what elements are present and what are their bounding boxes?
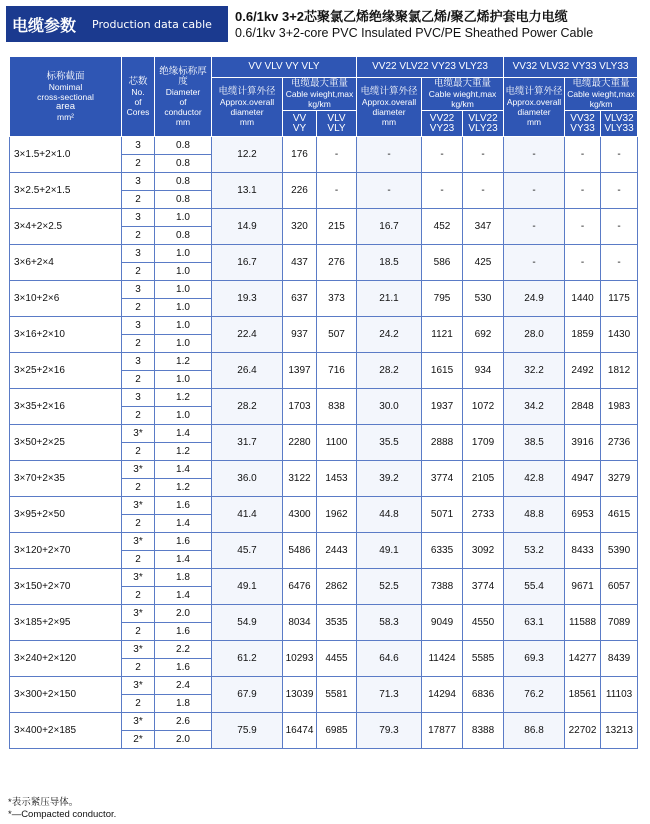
table-row: [10, 641, 638, 659]
col-header-cores: 芯数 No. of Cores: [122, 57, 155, 137]
col-header-weight: 电缆最大重量 Cable wieght,max kg/km: [565, 78, 638, 111]
cell-w2a: 795: [422, 281, 463, 317]
cell-w1a: 1703: [283, 389, 317, 425]
cell-section: 3×6+2×4: [10, 245, 122, 281]
cell-d1: 13.1: [212, 173, 283, 209]
cell-d3: 48.8: [504, 497, 565, 533]
cell-w2b: 2733: [463, 497, 504, 533]
cell-w3a: 1440: [565, 281, 601, 317]
col-header-diameter: 电缆计算外径 Approx.overall diameter mm: [504, 78, 565, 137]
cell-d2: 30.0: [357, 389, 422, 425]
cell-w2b: 1709: [463, 425, 504, 461]
cell-w2b: 6836: [463, 677, 504, 713]
cell-w2b: -: [463, 137, 504, 173]
cell-w2b: 2105: [463, 461, 504, 497]
cell-section: 3×300+2×150: [10, 677, 122, 713]
cell-w2a: 14294: [422, 677, 463, 713]
cell-cores: 3: [122, 209, 155, 227]
group-header-vv22: VV22 VLV22 VY23 VLY23: [357, 57, 504, 78]
cell-w1a: 937: [283, 317, 317, 353]
cell-w3a: 22702: [565, 713, 601, 749]
cell-thickness: 2.0: [155, 731, 212, 749]
cell-cores: 3: [122, 281, 155, 299]
cell-d1: 16.7: [212, 245, 283, 281]
cell-d1: 28.2: [212, 389, 283, 425]
cell-cores: 2: [122, 443, 155, 461]
cell-w1b: 6985: [317, 713, 357, 749]
cell-d3: 32.2: [504, 353, 565, 389]
cell-w3a: -: [565, 137, 601, 173]
cell-cores: 3*: [122, 461, 155, 479]
cell-d3: 24.9: [504, 281, 565, 317]
cell-w1a: 10293: [283, 641, 317, 677]
cell-d2: 71.3: [357, 677, 422, 713]
cell-cores: 3*: [122, 425, 155, 443]
cell-d1: 54.9: [212, 605, 283, 641]
cell-section: 3×50+2×25: [10, 425, 122, 461]
cell-thickness: 1.6: [155, 497, 212, 515]
table-row: [10, 173, 638, 191]
cell-w2b: 3774: [463, 569, 504, 605]
cell-thickness: 1.4: [155, 425, 212, 443]
cell-w2b: 5585: [463, 641, 504, 677]
cell-thickness: 0.8: [155, 137, 212, 155]
cell-d2: 28.2: [357, 353, 422, 389]
cell-d3: 28.0: [504, 317, 565, 353]
cell-d1: 41.4: [212, 497, 283, 533]
cell-d2: 52.5: [357, 569, 422, 605]
col-header-vlv-vly: VLV VLY: [317, 111, 357, 137]
cell-thickness: 1.0: [155, 407, 212, 425]
cell-w3a: -: [565, 173, 601, 209]
cell-w2a: 2888: [422, 425, 463, 461]
cell-thickness: 1.0: [155, 263, 212, 281]
cell-w2b: 8388: [463, 713, 504, 749]
cell-thickness: 1.4: [155, 587, 212, 605]
cell-w2b: 530: [463, 281, 504, 317]
cell-cores: 2: [122, 191, 155, 209]
cell-thickness: 1.6: [155, 623, 212, 641]
col-header-diameter: 电缆计算外径 Approx.overall diameter mm: [357, 78, 422, 137]
cell-cores: 3*: [122, 713, 155, 731]
cell-w1a: 13039: [283, 677, 317, 713]
cell-d1: 36.0: [212, 461, 283, 497]
cell-d1: 67.9: [212, 677, 283, 713]
table-row: [10, 497, 638, 515]
cell-w3b: 5390: [601, 533, 638, 569]
cell-d3: 55.4: [504, 569, 565, 605]
cell-thickness: 1.8: [155, 695, 212, 713]
cell-thickness: 1.8: [155, 569, 212, 587]
cell-d2: 79.3: [357, 713, 422, 749]
cell-w1b: -: [317, 173, 357, 209]
cell-w3b: 1430: [601, 317, 638, 353]
cell-thickness: 1.2: [155, 353, 212, 371]
cell-cores: 2: [122, 407, 155, 425]
note-cn: *表示紧压导体。: [8, 797, 79, 808]
cell-w3a: 4947: [565, 461, 601, 497]
cell-w3b: 1812: [601, 353, 638, 389]
cell-cores: 2: [122, 299, 155, 317]
cell-section: 3×35+2×16: [10, 389, 122, 425]
group-header-vv: VV VLV VY VLY: [212, 57, 357, 78]
cell-d1: 45.7: [212, 533, 283, 569]
cell-cores: 2: [122, 227, 155, 245]
col-header-thickness: 绝缘标称厚度 Diameter of conductor mm: [155, 57, 212, 137]
cell-d3: 38.5: [504, 425, 565, 461]
cell-thickness: 0.8: [155, 173, 212, 191]
table-row: [10, 677, 638, 695]
cell-w1b: 838: [317, 389, 357, 425]
cell-w2a: 3774: [422, 461, 463, 497]
badge-title-en: Production data cable: [92, 17, 212, 31]
cell-section: 3×240+2×120: [10, 641, 122, 677]
cell-w2a: 11424: [422, 641, 463, 677]
cell-d3: 63.1: [504, 605, 565, 641]
title-cn: 0.6/1kv 3+2芯聚氯乙烯绝缘聚氯乙烯/聚乙烯护套电力电缆: [235, 9, 568, 24]
cell-w2b: -: [463, 173, 504, 209]
cell-thickness: 0.8: [155, 227, 212, 245]
cell-w3a: 18561: [565, 677, 601, 713]
col-header-weight: 电缆最大重量 Cable wieght,max kg/km: [283, 78, 357, 111]
cell-cores: 2: [122, 371, 155, 389]
cell-w3b: 1175: [601, 281, 638, 317]
cell-section: 3×120+2×70: [10, 533, 122, 569]
cell-w2a: 586: [422, 245, 463, 281]
cell-w1a: 3122: [283, 461, 317, 497]
cell-w2b: 692: [463, 317, 504, 353]
cell-w3b: 6057: [601, 569, 638, 605]
cell-cores: 2: [122, 263, 155, 281]
col-header-weight: 电缆最大重量 Cable wieght,max kg/km: [422, 78, 504, 111]
table-row: [10, 533, 638, 551]
cell-section: 3×25+2×16: [10, 353, 122, 389]
cell-cores: 2: [122, 155, 155, 173]
cell-w1b: 716: [317, 353, 357, 389]
cell-d3: 86.8: [504, 713, 565, 749]
cell-d3: -: [504, 173, 565, 209]
cell-d1: 31.7: [212, 425, 283, 461]
cell-w2a: 7388: [422, 569, 463, 605]
table-row: [10, 281, 638, 299]
cell-cores: 3*: [122, 641, 155, 659]
title-en: 0.6/1kv 3+2-core PVC Insulated PVC/PE Sheathed Power Cable: [235, 26, 594, 40]
cell-cores: 2: [122, 659, 155, 677]
table-row: [10, 569, 638, 587]
cell-thickness: 1.6: [155, 533, 212, 551]
cell-d1: 49.1: [212, 569, 283, 605]
cell-d2: -: [357, 173, 422, 209]
col-header-vlv22-vly23: VLV22 VLY23: [463, 111, 504, 137]
cell-w2b: 1072: [463, 389, 504, 425]
col-header-section: 标称截面 Nomimal cross-sectional area mm²: [10, 57, 122, 137]
cell-section: 3×185+2×95: [10, 605, 122, 641]
cell-w3b: 2736: [601, 425, 638, 461]
cell-w2a: 6335: [422, 533, 463, 569]
col-header-vv32-vy33: VV32 VY33: [565, 111, 601, 137]
cell-thickness: 1.0: [155, 245, 212, 263]
cell-thickness: 2.0: [155, 605, 212, 623]
cell-d3: 76.2: [504, 677, 565, 713]
table-row: [10, 389, 638, 407]
cell-cores: 3: [122, 317, 155, 335]
cell-thickness: 1.2: [155, 443, 212, 461]
cell-w3a: 1859: [565, 317, 601, 353]
cell-d3: -: [504, 245, 565, 281]
cell-cores: 3*: [122, 497, 155, 515]
table-row: [10, 425, 638, 443]
cell-cores: 3*: [122, 605, 155, 623]
cable-data-table: [9, 56, 638, 749]
cell-w1a: 320: [283, 209, 317, 245]
cell-d3: 69.3: [504, 641, 565, 677]
cell-w2b: 425: [463, 245, 504, 281]
cell-w2a: 17877: [422, 713, 463, 749]
cell-thickness: 1.0: [155, 335, 212, 353]
cell-thickness: 1.0: [155, 317, 212, 335]
cell-d2: 58.3: [357, 605, 422, 641]
cell-w3b: 3279: [601, 461, 638, 497]
cell-w3b: 7089: [601, 605, 638, 641]
cell-w3a: -: [565, 245, 601, 281]
cell-thickness: 1.2: [155, 479, 212, 497]
cell-thickness: 2.4: [155, 677, 212, 695]
cell-w2b: 347: [463, 209, 504, 245]
cell-w1b: 373: [317, 281, 357, 317]
cell-thickness: 2.2: [155, 641, 212, 659]
cell-w1a: 437: [283, 245, 317, 281]
cell-w3b: 13213: [601, 713, 638, 749]
col-header-diameter: 电缆计算外径 Approx.overall diameter mm: [212, 78, 283, 137]
cell-w3b: -: [601, 209, 638, 245]
col-header-vlv32-vly33: VLV32 VLY33: [601, 111, 638, 137]
badge-title-cn: 电缆参数: [12, 15, 77, 35]
cell-w3b: 11103: [601, 677, 638, 713]
cell-w2a: -: [422, 173, 463, 209]
cell-w2a: 5071: [422, 497, 463, 533]
cell-w1b: 1100: [317, 425, 357, 461]
cell-section: 3×95+2×50: [10, 497, 122, 533]
cell-cores: 3: [122, 245, 155, 263]
cell-d2: 35.5: [357, 425, 422, 461]
cell-cores: 3: [122, 137, 155, 155]
cell-w1b: -: [317, 137, 357, 173]
table-row: [10, 137, 638, 155]
cell-thickness: 1.4: [155, 515, 212, 533]
cell-d2: 21.1: [357, 281, 422, 317]
cell-cores: 2: [122, 551, 155, 569]
cell-thickness: 2.6: [155, 713, 212, 731]
cell-w3a: 8433: [565, 533, 601, 569]
cell-thickness: 1.4: [155, 551, 212, 569]
group-header-vv32: VV32 VLV32 VY33 VLY33: [504, 57, 638, 78]
cell-d3: 53.2: [504, 533, 565, 569]
cell-w3a: 2492: [565, 353, 601, 389]
cell-d2: 39.2: [357, 461, 422, 497]
cell-w3b: -: [601, 245, 638, 281]
cell-w3a: 3916: [565, 425, 601, 461]
cell-cores: 2: [122, 479, 155, 497]
cell-thickness: 1.0: [155, 281, 212, 299]
cell-w3b: 4615: [601, 497, 638, 533]
cell-d1: 75.9: [212, 713, 283, 749]
cell-w3a: 11588: [565, 605, 601, 641]
cell-w1b: 5581: [317, 677, 357, 713]
cell-cores: 3*: [122, 533, 155, 551]
cell-w1b: 2443: [317, 533, 357, 569]
cell-d2: 44.8: [357, 497, 422, 533]
cell-w1b: 3535: [317, 605, 357, 641]
cell-w3b: -: [601, 173, 638, 209]
cell-w1a: 637: [283, 281, 317, 317]
cell-w3b: 1983: [601, 389, 638, 425]
cell-d2: -: [357, 137, 422, 173]
cell-w1a: 1397: [283, 353, 317, 389]
cell-section: 3×2.5+2×1.5: [10, 173, 122, 209]
cell-cores: 3*: [122, 569, 155, 587]
cell-d3: 42.8: [504, 461, 565, 497]
cell-w1a: 5486: [283, 533, 317, 569]
table-row: [10, 605, 638, 623]
cell-w1a: 8034: [283, 605, 317, 641]
cell-w2b: 934: [463, 353, 504, 389]
cell-w1a: 16474: [283, 713, 317, 749]
cell-cores: 3*: [122, 677, 155, 695]
cell-w2a: 1615: [422, 353, 463, 389]
table-row: [10, 209, 638, 227]
cell-section: 3×1.5+2×1.0: [10, 137, 122, 173]
cell-d1: 61.2: [212, 641, 283, 677]
col-header-vv22-vy23: VV22 VY23: [422, 111, 463, 137]
cell-thickness: 1.0: [155, 299, 212, 317]
cell-d1: 14.9: [212, 209, 283, 245]
cell-w1b: 4455: [317, 641, 357, 677]
cell-w3b: -: [601, 137, 638, 173]
cell-d2: 64.6: [357, 641, 422, 677]
col-header-vv-vy: VV VY: [283, 111, 317, 137]
page-title: [235, 9, 593, 41]
table-row: [10, 713, 638, 731]
cell-d2: 16.7: [357, 209, 422, 245]
section-badge: [6, 6, 228, 42]
cell-w1b: 2862: [317, 569, 357, 605]
table-row: [10, 317, 638, 335]
cell-d2: 49.1: [357, 533, 422, 569]
cell-w1b: 1453: [317, 461, 357, 497]
cell-w1a: 2280: [283, 425, 317, 461]
cell-thickness: 1.0: [155, 209, 212, 227]
note-en: *—Compacted conductor.: [8, 809, 117, 820]
cell-d3: -: [504, 137, 565, 173]
cell-w1b: 1962: [317, 497, 357, 533]
cell-w3a: -: [565, 209, 601, 245]
cell-w2a: 1121: [422, 317, 463, 353]
cell-cores: 2: [122, 587, 155, 605]
cell-thickness: 1.0: [155, 371, 212, 389]
cell-w2b: 3092: [463, 533, 504, 569]
footnotes: [8, 797, 116, 821]
cell-w1a: 6476: [283, 569, 317, 605]
cell-section: 3×4+2×2.5: [10, 209, 122, 245]
cell-w2a: 9049: [422, 605, 463, 641]
cell-w3a: 9671: [565, 569, 601, 605]
cell-d1: 22.4: [212, 317, 283, 353]
cell-w3b: 8439: [601, 641, 638, 677]
cell-w1b: 215: [317, 209, 357, 245]
cell-w1b: 276: [317, 245, 357, 281]
cell-section: 3×70+2×35: [10, 461, 122, 497]
cell-section: 3×10+2×6: [10, 281, 122, 317]
cell-w1a: 176: [283, 137, 317, 173]
cell-w2a: -: [422, 137, 463, 173]
cell-cores: 2: [122, 335, 155, 353]
cell-d1: 19.3: [212, 281, 283, 317]
cell-cores: 2*: [122, 731, 155, 749]
cell-section: 3×150+2×70: [10, 569, 122, 605]
cell-cores: 3: [122, 173, 155, 191]
table-row: [10, 353, 638, 371]
cell-thickness: 1.4: [155, 461, 212, 479]
cell-thickness: 0.8: [155, 191, 212, 209]
cell-w1a: 4300: [283, 497, 317, 533]
cell-cores: 3: [122, 353, 155, 371]
cell-w2b: 4550: [463, 605, 504, 641]
cell-thickness: 0.8: [155, 155, 212, 173]
cell-cores: 2: [122, 623, 155, 641]
table-row: [10, 461, 638, 479]
cell-cores: 2: [122, 515, 155, 533]
cell-w3a: 6953: [565, 497, 601, 533]
cell-w3a: 2848: [565, 389, 601, 425]
cell-w1b: 507: [317, 317, 357, 353]
cell-w3a: 14277: [565, 641, 601, 677]
table-row: [10, 245, 638, 263]
cell-section: 3×400+2×185: [10, 713, 122, 749]
cell-d2: 18.5: [357, 245, 422, 281]
cell-cores: 2: [122, 695, 155, 713]
cell-w1a: 226: [283, 173, 317, 209]
cell-d3: 34.2: [504, 389, 565, 425]
cell-section: 3×16+2×10: [10, 317, 122, 353]
cell-d3: -: [504, 209, 565, 245]
cell-thickness: 1.6: [155, 659, 212, 677]
cell-w2a: 1937: [422, 389, 463, 425]
cell-d2: 24.2: [357, 317, 422, 353]
cell-cores: 3: [122, 389, 155, 407]
cell-thickness: 1.2: [155, 389, 212, 407]
cell-d1: 12.2: [212, 137, 283, 173]
cell-d1: 26.4: [212, 353, 283, 389]
cell-w2a: 452: [422, 209, 463, 245]
